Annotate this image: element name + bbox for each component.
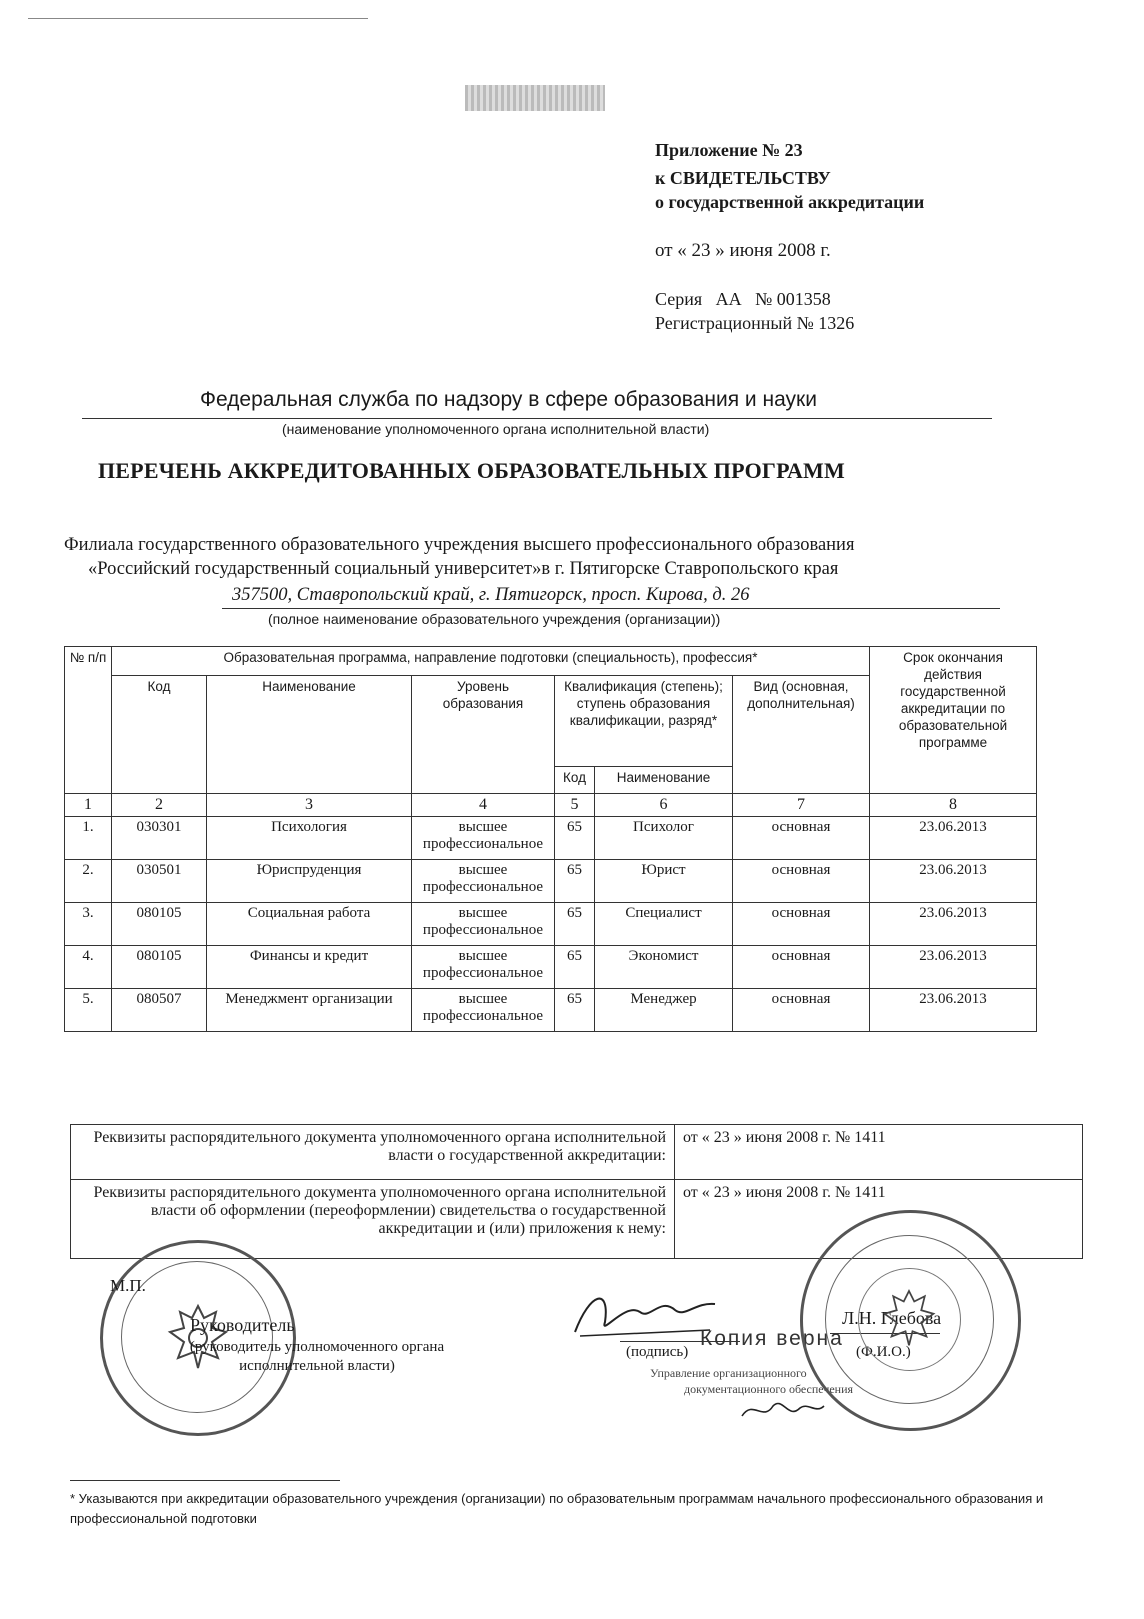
accreditation-deadline: 23.06.2013 bbox=[870, 903, 1037, 946]
column-number: 6 bbox=[595, 794, 733, 817]
header-kind: Вид (основная, дополнительная) bbox=[733, 676, 870, 794]
qualification-code: 65 bbox=[555, 817, 595, 860]
institution-line-2: «Российский государственный социальный университет»в г. Пятигорске Ставропольского края bbox=[88, 559, 839, 579]
program-kind: основная bbox=[733, 817, 870, 860]
attachment-series: Серия АА № 001358 bbox=[655, 289, 831, 309]
header-qualification-name: Наименование bbox=[595, 767, 733, 794]
attachment-date: от « 23 » июня 2008 г. bbox=[655, 240, 831, 261]
qualification-name: Юрист bbox=[595, 860, 733, 903]
qualification-code: 65 bbox=[555, 860, 595, 903]
footnote-rule bbox=[70, 1480, 340, 1481]
institution-line-1: Филиала государственного образовательного учреждения высшего профессионального образования bbox=[64, 535, 855, 555]
program-name: Социальная работа bbox=[207, 903, 412, 946]
authority-rule bbox=[82, 418, 992, 419]
program-kind: основная bbox=[733, 903, 870, 946]
column-number: 4 bbox=[412, 794, 555, 817]
programs-table bbox=[64, 646, 1037, 1032]
column-number: 8 bbox=[870, 794, 1037, 817]
header-name: Наименование bbox=[207, 676, 412, 794]
attachment-to-line: к СВИДЕТЕЛЬСТВУ bbox=[655, 168, 831, 188]
authority-name: Федеральная служба по надзору в сфере образования и науки bbox=[200, 388, 817, 411]
table-row bbox=[65, 860, 1037, 903]
requisite-label: Реквизиты распорядительного документа уполномоченного органа исполнительной власти о государственной аккредитации: bbox=[71, 1125, 675, 1180]
program-code: 080105 bbox=[112, 946, 207, 989]
education-level: высшее профессиональное bbox=[412, 946, 555, 989]
program-kind: основная bbox=[733, 946, 870, 989]
education-level: высшее профессиональное bbox=[412, 817, 555, 860]
education-level: высшее профессиональное bbox=[412, 989, 555, 1032]
table-row bbox=[65, 989, 1037, 1032]
qualification-name: Экономист bbox=[595, 946, 733, 989]
program-kind: основная bbox=[733, 989, 870, 1032]
education-level: высшее профессиональное bbox=[412, 903, 555, 946]
row-number: 4. bbox=[65, 946, 112, 989]
qualification-name: Специалист bbox=[595, 903, 733, 946]
program-name: Юриспруденция bbox=[207, 860, 412, 903]
institution-caption: (полное наименование образовательного учреждения (организации)) bbox=[268, 611, 721, 627]
header-num: № п/п bbox=[65, 647, 112, 794]
table-row bbox=[65, 903, 1037, 946]
column-number: 3 bbox=[207, 794, 412, 817]
copy-stamp-line-1: Управление организационного bbox=[650, 1366, 807, 1380]
program-code: 030301 bbox=[112, 817, 207, 860]
header-program: Образовательная программа, направление подготовки (специальность), профессия* bbox=[112, 647, 870, 676]
attachment-registration: Регистрационный № 1326 bbox=[655, 313, 855, 333]
copy-stamp-line-2: документационного обеспечения bbox=[684, 1382, 854, 1396]
coat-of-arms-icon bbox=[874, 1284, 944, 1354]
program-name: Психология bbox=[207, 817, 412, 860]
stamp-place-label: М.П. bbox=[110, 1276, 146, 1295]
header-code: Код bbox=[112, 676, 207, 794]
accreditation-deadline: 23.06.2013 bbox=[870, 946, 1037, 989]
column-number: 2 bbox=[112, 794, 207, 817]
copy-signature-scribble bbox=[738, 1394, 828, 1424]
university-seal bbox=[800, 1210, 1021, 1431]
row-number: 2. bbox=[65, 860, 112, 903]
accreditation-deadline: 23.06.2013 bbox=[870, 989, 1037, 1032]
program-code: 080507 bbox=[112, 989, 207, 1032]
top-rule bbox=[28, 18, 368, 20]
qualification-code: 65 bbox=[555, 903, 595, 946]
program-name: Финансы и кредит bbox=[207, 946, 412, 989]
header-deadline: Срок окончания действия государственной аккредитации по образовательной программе bbox=[870, 647, 1037, 794]
institution-address: 357500, Ставропольский край, г. Пятигорск, просп. Кирова, д. 26 bbox=[232, 585, 750, 605]
program-kind: основная bbox=[733, 860, 870, 903]
requisite-value: от « 23 » июня 2008 г. № 1411 bbox=[675, 1180, 1083, 1259]
requisite-value: от « 23 » июня 2008 г. № 1411 bbox=[675, 1125, 1083, 1180]
attachment-about-line: о государственной аккредитации bbox=[655, 192, 925, 212]
accreditation-deadline: 23.06.2013 bbox=[870, 860, 1037, 903]
signature-caption: (подпись) bbox=[626, 1344, 689, 1360]
program-code: 080105 bbox=[112, 903, 207, 946]
row-number: 3. bbox=[65, 903, 112, 946]
head-caption: (руководитель уполномоченного органа исполнительной власти) bbox=[189, 1339, 445, 1374]
column-number: 7 bbox=[733, 794, 870, 817]
institution-rule bbox=[222, 608, 1000, 609]
column-number: 1 bbox=[65, 794, 112, 817]
copy-stamp-title: Копия верна bbox=[700, 1327, 844, 1350]
qualification-code: 65 bbox=[555, 946, 595, 989]
row-number: 5. bbox=[65, 989, 112, 1032]
column-number: 5 bbox=[555, 794, 595, 817]
table-row bbox=[65, 817, 1037, 860]
fio-caption: (Ф.И.О.) bbox=[856, 1344, 911, 1360]
signer-name: Л.Н. Глебова bbox=[842, 1308, 942, 1328]
authority-caption: (наименование уполномоченного органа исполнительной власти) bbox=[282, 421, 710, 437]
qualification-name: Менеджер bbox=[595, 989, 733, 1032]
table-row bbox=[65, 946, 1037, 989]
header-qualification-code: Код bbox=[555, 767, 595, 794]
attachment-title: Приложение № 23 bbox=[655, 140, 803, 160]
head-title: Руководитель bbox=[190, 1315, 295, 1335]
program-name: Менеджмент организации bbox=[207, 989, 412, 1032]
qualification-code: 65 bbox=[555, 989, 595, 1032]
column-number-row bbox=[65, 794, 1037, 817]
requisite-row bbox=[71, 1125, 1083, 1180]
accreditation-deadline: 23.06.2013 bbox=[870, 817, 1037, 860]
redacted-mark bbox=[465, 85, 605, 111]
row-number: 1. bbox=[65, 817, 112, 860]
requisite-label: Реквизиты распорядительного документа уполномоченного органа исполнительной власти об оформлении (переоформлении) свидетельства о государственной аккредитации и (или) приложения к нему: bbox=[71, 1180, 675, 1259]
education-level: высшее профессиональное bbox=[412, 860, 555, 903]
program-code: 030501 bbox=[112, 860, 207, 903]
document-title: ПЕРЕЧЕНЬ АККРЕДИТОВАННЫХ ОБРАЗОВАТЕЛЬНЫХ ПРОГРАММ bbox=[98, 458, 845, 483]
qualification-name: Психолог bbox=[595, 817, 733, 860]
header-qualification: Квалификация (степень); ступень образования квалификации, разряд* bbox=[555, 676, 733, 767]
header-level: Уровень образования bbox=[412, 676, 555, 794]
footnote: * Указываются при аккредитации образовательного учреждения (организации) по образовательным программам начального профессионального образования и профессиональной подготовки bbox=[70, 1491, 1044, 1526]
